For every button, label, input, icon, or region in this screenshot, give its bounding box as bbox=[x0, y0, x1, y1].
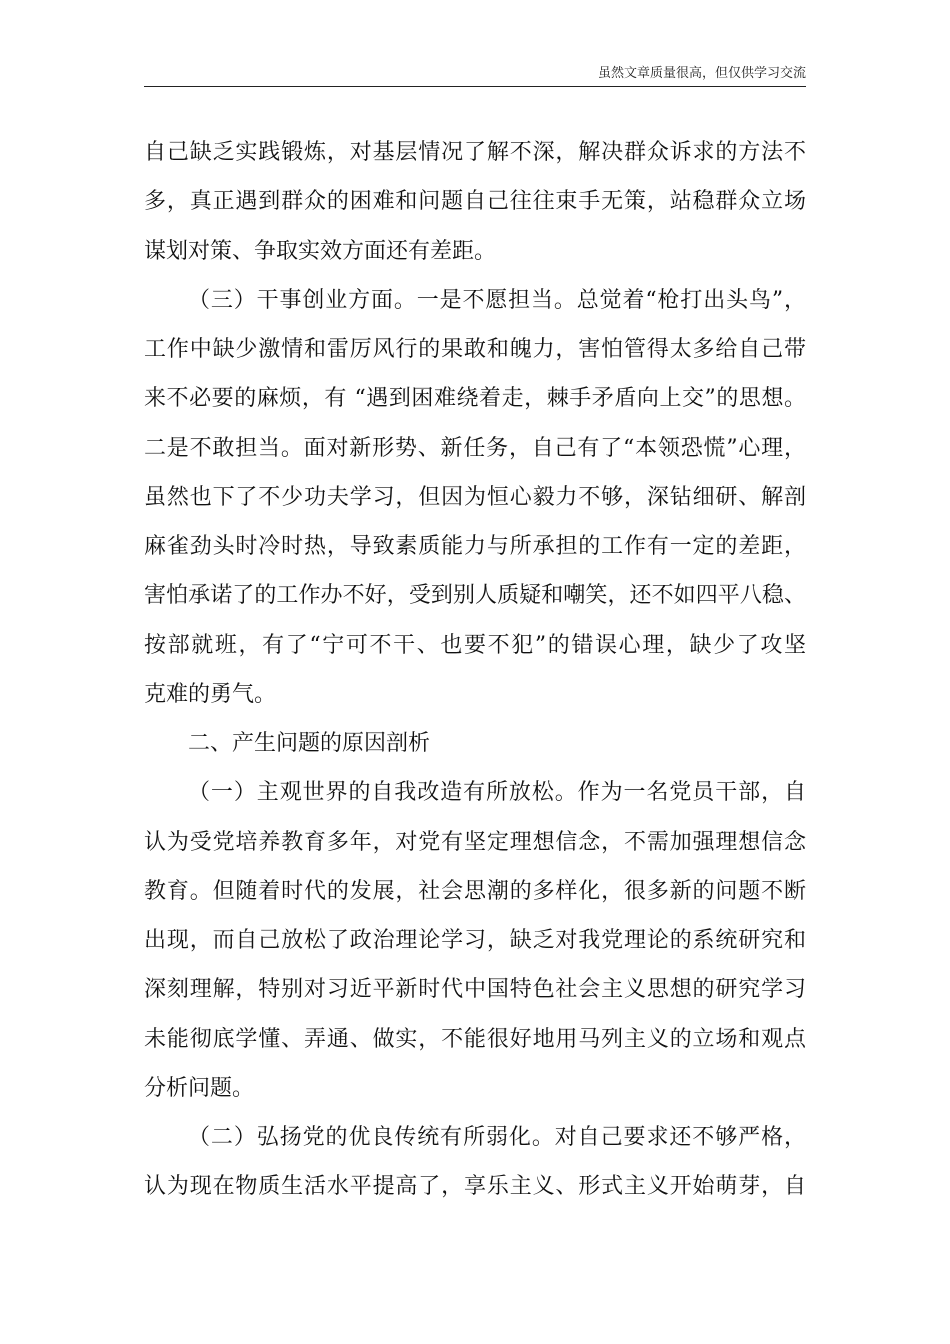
text-line: 认为受党培养教育多年，对党有坚定理想信念，不需加强理想信念 bbox=[144, 829, 806, 855]
text-line: 二、产生问题的原因剖析 bbox=[188, 731, 431, 756]
text-line: 深刻理解，特别对习近平新时代中国特色社会主义思想的研究学习 bbox=[144, 977, 806, 1003]
text-line: 多，真正遇到群众的困难和问题自己往往束手无策，站稳群众立场 bbox=[144, 189, 806, 215]
text-line: 认为现在物质生活水平提高了，享乐主义、形式主义开始萌芽，自 bbox=[144, 1174, 806, 1200]
text-line: 克难的勇气。 bbox=[144, 681, 277, 707]
text-line: 未能彻底学懂、弄通、做实，不能很好地用马列主义的立场和观点 bbox=[144, 1026, 806, 1052]
page-header bbox=[144, 64, 806, 87]
text-line: 自己缺乏实践锻炼，对基层情况了解不深，解决群众诉求的方法不 bbox=[144, 140, 806, 165]
text-line: 来不必要的麻烦，有 “遇到困难绕着走，棘手矛盾向上交”的思想。 bbox=[144, 386, 806, 412]
text-line: （一）主观世界的自我改造有所放松。作为一名党员干部，自 bbox=[188, 780, 806, 806]
text-line: 二是不敢担当。面对新形势、新任务，自己有了“本领恐慌”心理， bbox=[144, 435, 806, 461]
text-line: 虽然也下了不少功夫学习，但因为恒心毅力不够，深钻细研、解剖 bbox=[144, 484, 806, 510]
text-line: 分析问题。 bbox=[144, 1075, 255, 1101]
text-line: （三）干事创业方面。一是不愿担当。总觉着“枪打出头鸟”， bbox=[188, 287, 806, 313]
header-text: 虽然文章质量很高，但仅供学习交流 bbox=[597, 66, 806, 81]
text-line: （二）弘扬党的优良传统有所弱化。对自己要求还不够严格， bbox=[188, 1125, 806, 1150]
text-line: 谋划对策、争取实效方面还有差距。 bbox=[144, 238, 497, 264]
text-line: 出现，而自己放松了政治理论学习，缺乏对我党理论的系统研究和 bbox=[144, 928, 806, 953]
text-line: 害怕承诺了的工作办不好，受到别人质疑和嘲笑，还不如四平八稳、 bbox=[144, 583, 806, 609]
text-line: 麻雀劲头时冷时热，导致素质能力与所承担的工作有一定的差距， bbox=[144, 534, 806, 559]
text-line: 按部就班，有了“宁可不干、也要不犯”的错误心理，缺少了攻坚 bbox=[144, 632, 806, 658]
document-body bbox=[144, 128, 806, 1212]
text-line: 工作中缺少激情和雷厉风行的果敢和魄力，害怕管得太多给自己带 bbox=[144, 337, 806, 362]
text-line: 教育。但随着时代的发展，社会思潮的多样化，很多新的问题不断 bbox=[144, 878, 806, 904]
